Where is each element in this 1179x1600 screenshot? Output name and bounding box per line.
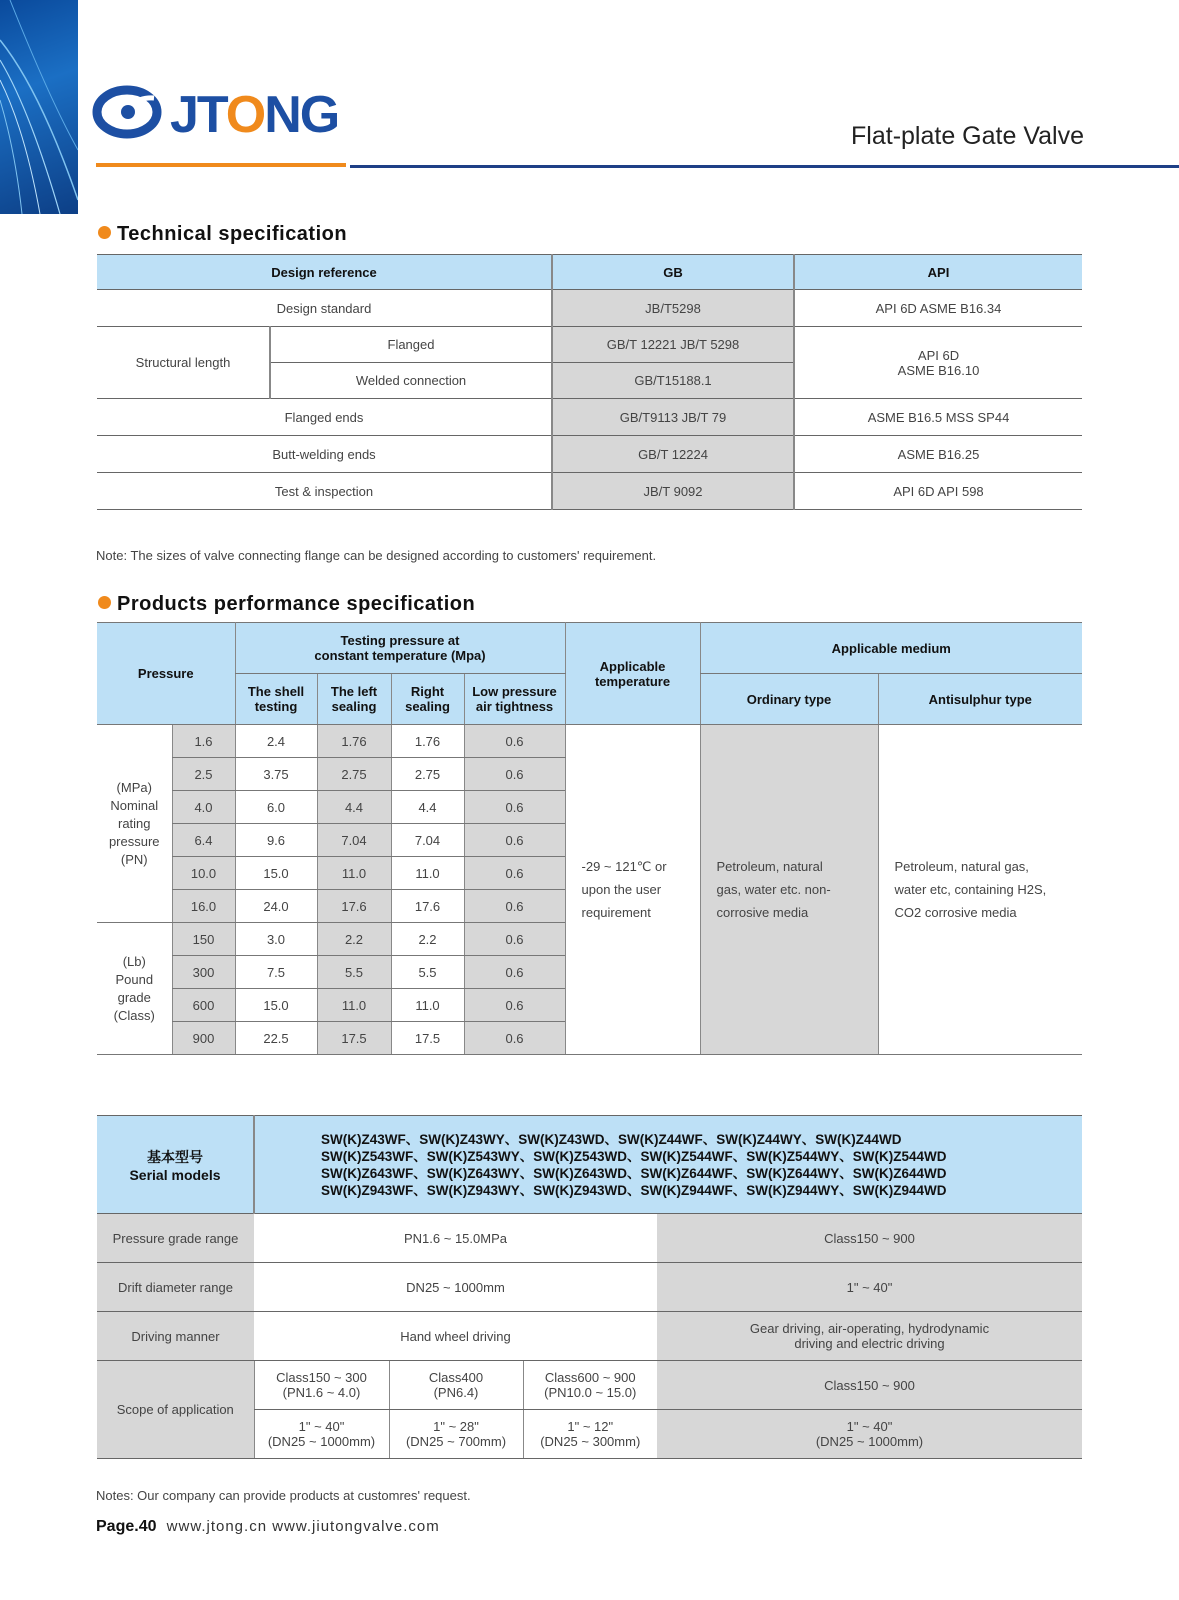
serial-models-en: Serial models <box>129 1166 221 1183</box>
scope-text: (DN25 ~ 1000mm) <box>815 1434 924 1449</box>
pressure-range-label: Pressure grade range <box>97 1214 254 1263</box>
group-label-line: Pound <box>115 971 154 987</box>
section-title-text: Products performance specification <box>117 593 476 615</box>
header-applicable-medium: Applicable medium <box>700 623 1082 674</box>
group-label-line: (PN) <box>120 851 148 867</box>
scope-text: (PN10.0 ~ 15.0) <box>544 1385 637 1400</box>
test-value: 2.4 <box>235 725 317 758</box>
pressure-value: 6.4 <box>172 824 235 857</box>
scope-text: Class600 ~ 900 <box>544 1370 636 1385</box>
test-value: 9.6 <box>235 824 317 857</box>
test-value: 4.4 <box>317 791 391 824</box>
test-value: 0.6 <box>464 956 565 989</box>
model-line: SW(K)Z43WF、SW(K)Z43WY、SW(K)Z43WD、SW(K)Z44WF、SW(K)Z44WY、SW(K)Z44WD <box>321 1131 902 1147</box>
test-value: 0.6 <box>464 989 565 1022</box>
right-line2: sealing <box>405 699 450 714</box>
test-value: 4.4 <box>391 791 464 824</box>
group-label-line: (Lb) <box>122 953 146 969</box>
note-flange: Note: The sizes of valve connecting flange can be designed according to customers' requirement. <box>96 548 657 563</box>
test-value: 7.04 <box>317 824 391 857</box>
scope-text: (DN25 ~ 300mm) <box>540 1434 641 1449</box>
group-label-line: (MPa) <box>116 779 152 795</box>
low-line1: Low pressure <box>472 684 557 699</box>
design-standard-gb: JB/T5298 <box>552 290 794 327</box>
test-value: 7.5 <box>235 956 317 989</box>
test-value: 7.04 <box>391 824 464 857</box>
test-value: 11.0 <box>391 989 464 1022</box>
test-value: 0.6 <box>464 857 565 890</box>
header-right-sealing <box>391 674 464 725</box>
left-line1: The left <box>330 684 378 699</box>
flanged-gb: GB/T 12221 JB/T 5298 <box>552 327 794 363</box>
test-value: 3.0 <box>235 923 317 956</box>
test-value: 3.75 <box>235 758 317 791</box>
group-pound-grade <box>97 923 172 1055</box>
scope-text: Class150 ~ 300 <box>276 1370 367 1385</box>
scope-right-dn <box>657 1410 1082 1459</box>
ordinary-medium-text-line: corrosive media <box>716 905 809 920</box>
drift-left: DN25 ~ 1000mm <box>254 1263 657 1312</box>
scope-dn-1 <box>254 1410 389 1459</box>
test-value: 0.6 <box>464 725 565 758</box>
pressure-value: 150 <box>172 923 235 956</box>
bullet-icon <box>98 226 111 239</box>
test-value: 2.2 <box>391 923 464 956</box>
pressure-value: 300 <box>172 956 235 989</box>
note-customer: Notes: Our company can provide products at customres' request. <box>96 1488 471 1503</box>
pressure-value: 900 <box>172 1022 235 1055</box>
butt-welding-gb: GB/T 12224 <box>552 436 794 473</box>
section-title-text: Technical specification <box>117 223 348 245</box>
test-inspection-api: API 6D API 598 <box>794 473 1082 510</box>
driving-right-line2: driving and electric driving <box>794 1336 945 1351</box>
technical-spec-table <box>97 254 1082 510</box>
butt-welding-label: Butt-welding ends <box>97 436 552 473</box>
driving-left: Hand wheel driving <box>254 1312 657 1361</box>
pressure-value: 16.0 <box>172 890 235 923</box>
design-standard-api: API 6D ASME B16.34 <box>794 290 1082 327</box>
group-nominal-pressure <box>97 725 172 923</box>
test-inspection-gb: JB/T 9092 <box>552 473 794 510</box>
footer <box>96 1518 440 1536</box>
group-label-line: (Class) <box>113 1007 155 1023</box>
test-value: 11.0 <box>317 989 391 1022</box>
pressure-range-left: PN1.6 ~ 15.0MPa <box>254 1214 657 1263</box>
scope-dn-2 <box>389 1410 523 1459</box>
scope-text: (DN25 ~ 700mm) <box>405 1434 507 1449</box>
applicable-temperature-text <box>565 725 700 1055</box>
header-api: API <box>794 255 1082 290</box>
header-orange-line <box>96 163 346 167</box>
test-value: 5.5 <box>391 956 464 989</box>
header-applicable-temperature <box>565 623 700 725</box>
scope-text: (PN6.4) <box>433 1385 479 1400</box>
group-label-line: Nominal <box>110 797 159 813</box>
flanged-ends-label: Flanged ends <box>97 399 552 436</box>
header-design-reference: Design reference <box>97 255 552 290</box>
test-value: 15.0 <box>235 989 317 1022</box>
serial-models-cn: 基本型号 <box>147 1149 203 1166</box>
test-value: 0.6 <box>464 758 565 791</box>
drift-right: 1" ~ 40" <box>657 1263 1082 1312</box>
applicable-temperature-text-line: upon the user <box>581 882 662 897</box>
driving-right <box>657 1312 1082 1361</box>
antisulphur-medium-text <box>878 725 1082 1055</box>
scope-dn-3 <box>523 1410 657 1459</box>
scope-text: 1" ~ 40" <box>298 1419 345 1434</box>
ordinary-medium-text-line: gas, water etc. non- <box>716 882 831 897</box>
test-value: 2.75 <box>391 758 464 791</box>
pressure-value: 600 <box>172 989 235 1022</box>
ordinary-medium-text-line: Petroleum, natural <box>716 859 823 874</box>
section-title-performance <box>98 593 475 616</box>
logo-wordmark: JTONG <box>170 86 339 144</box>
header-left-sealing <box>317 674 391 725</box>
group-label-line: pressure <box>108 833 160 849</box>
test-value: 11.0 <box>391 857 464 890</box>
driving-label: Driving manner <box>97 1312 254 1361</box>
ordinary-medium-text <box>700 725 878 1055</box>
testing-line1: Testing pressure at <box>340 633 460 648</box>
structural-api-line2: ASME B16.10 <box>897 362 980 378</box>
test-value: 0.6 <box>464 923 565 956</box>
corner-decoration <box>0 0 78 214</box>
design-standard-label: Design standard <box>97 290 552 327</box>
page-number: Page.40 <box>96 1518 157 1535</box>
header-gb: GB <box>552 255 794 290</box>
serial-models-label <box>97 1116 254 1214</box>
test-value: 0.6 <box>464 824 565 857</box>
header-testing-pressure <box>235 623 565 674</box>
drift-label: Drift diameter range <box>97 1263 254 1312</box>
butt-welding-api: ASME B16.25 <box>794 436 1082 473</box>
scope-text: Class400 <box>428 1370 484 1385</box>
test-value: 17.6 <box>391 890 464 923</box>
test-value: 0.6 <box>464 791 565 824</box>
structural-length-api <box>794 327 1082 399</box>
test-value: 2.2 <box>317 923 391 956</box>
structural-api-line1: API 6D <box>917 347 960 363</box>
header-antisulphur-type: Antisulphur type <box>878 674 1082 725</box>
shell-line2: testing <box>254 699 298 714</box>
pressure-value: 1.6 <box>172 725 235 758</box>
structural-length-label: Structural length <box>97 327 270 399</box>
antisulphur-medium-text-line: water etc, containing H2S, <box>894 882 1047 897</box>
test-value: 17.5 <box>317 1022 391 1055</box>
applicable-temperature-text-line: -29 ~ 121℃ or <box>581 859 667 874</box>
applicable-temperature-text-line: requirement <box>581 905 651 920</box>
page-title: Flat-plate Gate Valve <box>851 122 1084 150</box>
test-value: 1.76 <box>391 725 464 758</box>
driving-right-line1: Gear driving, air-operating, hydrodynamic <box>749 1321 990 1336</box>
scope-text: (PN1.6 ~ 4.0) <box>282 1385 361 1400</box>
test-value: 15.0 <box>235 857 317 890</box>
test-value: 5.5 <box>317 956 391 989</box>
test-value: 22.5 <box>235 1022 317 1055</box>
shell-line1: The shell <box>247 684 305 699</box>
left-line2: sealing <box>331 699 377 714</box>
test-value: 11.0 <box>317 857 391 890</box>
scope-text: (DN25 ~ 1000mm) <box>267 1434 376 1449</box>
footer-websites: www.jtong.cn www.jiutongvalve.com <box>166 1518 440 1535</box>
scope-class-3 <box>523 1361 657 1410</box>
scope-class-1 <box>254 1361 389 1410</box>
bullet-icon <box>98 596 111 609</box>
pressure-value: 2.5 <box>172 758 235 791</box>
scope-text: 1" ~ 12" <box>567 1419 614 1434</box>
group-label-line: rating <box>117 815 151 831</box>
pressure-value: 4.0 <box>172 791 235 824</box>
low-line2: air tightness <box>475 699 554 714</box>
perf-row <box>97 725 1082 758</box>
group-label-line: grade <box>117 989 151 1005</box>
section-title-technical <box>98 223 347 246</box>
welded-connection-label: Welded connection <box>270 363 552 399</box>
flanged-ends-api: ASME B16.5 MSS SP44 <box>794 399 1082 436</box>
pressure-value: 10.0 <box>172 857 235 890</box>
header-blue-line <box>350 165 1179 168</box>
scope-right-class: Class150 ~ 900 <box>657 1361 1082 1410</box>
test-value: 2.75 <box>317 758 391 791</box>
serial-models-list <box>254 1116 1082 1214</box>
right-line1: Right <box>410 684 445 699</box>
header-pressure: Pressure <box>97 623 235 725</box>
scope-class-2 <box>389 1361 523 1410</box>
header-shell-testing <box>235 674 317 725</box>
model-line: SW(K)Z543WF、SW(K)Z543WY、SW(K)Z543WD、SW(K)Z544WF、SW(K)Z544WY、SW(K)Z544WD <box>321 1148 947 1164</box>
test-value: 24.0 <box>235 890 317 923</box>
test-value: 17.5 <box>391 1022 464 1055</box>
test-value: 1.76 <box>317 725 391 758</box>
pressure-range-right: Class150 ~ 900 <box>657 1214 1082 1263</box>
test-value: 0.6 <box>464 890 565 923</box>
test-value: 0.6 <box>464 1022 565 1055</box>
model-line: SW(K)Z643WF、SW(K)Z643WY、SW(K)Z643WD、SW(K)Z644WF、SW(K)Z644WY、SW(K)Z644WD <box>321 1165 947 1181</box>
flanged-label: Flanged <box>270 327 552 363</box>
testing-line2: constant temperature (Mpa) <box>314 648 486 663</box>
welded-connection-gb: GB/T15188.1 <box>552 363 794 399</box>
temp-line1: Applicable <box>599 658 666 674</box>
scope-label: Scope of application <box>97 1361 254 1459</box>
antisulphur-medium-text-line: Petroleum, natural gas, <box>894 859 1029 874</box>
test-value: 6.0 <box>235 791 317 824</box>
header-low-pressure <box>464 674 565 725</box>
scope-text: 1" ~ 40" <box>846 1419 893 1434</box>
models-table <box>97 1115 1082 1459</box>
temp-line2: temperature <box>594 673 671 689</box>
antisulphur-medium-text-line: CO2 corrosive media <box>894 905 1017 920</box>
test-value: 17.6 <box>317 890 391 923</box>
header-ordinary-type: Ordinary type <box>700 674 878 725</box>
flanged-ends-gb: GB/T9113 JB/T 79 <box>552 399 794 436</box>
model-line: SW(K)Z943WF、SW(K)Z943WY、SW(K)Z943WD、SW(K)Z944WF、SW(K)Z944WY、SW(K)Z944WD <box>321 1182 947 1198</box>
scope-text: 1" ~ 28" <box>433 1419 479 1434</box>
test-inspection-label: Test & inspection <box>97 473 552 510</box>
performance-table <box>97 622 1082 1055</box>
